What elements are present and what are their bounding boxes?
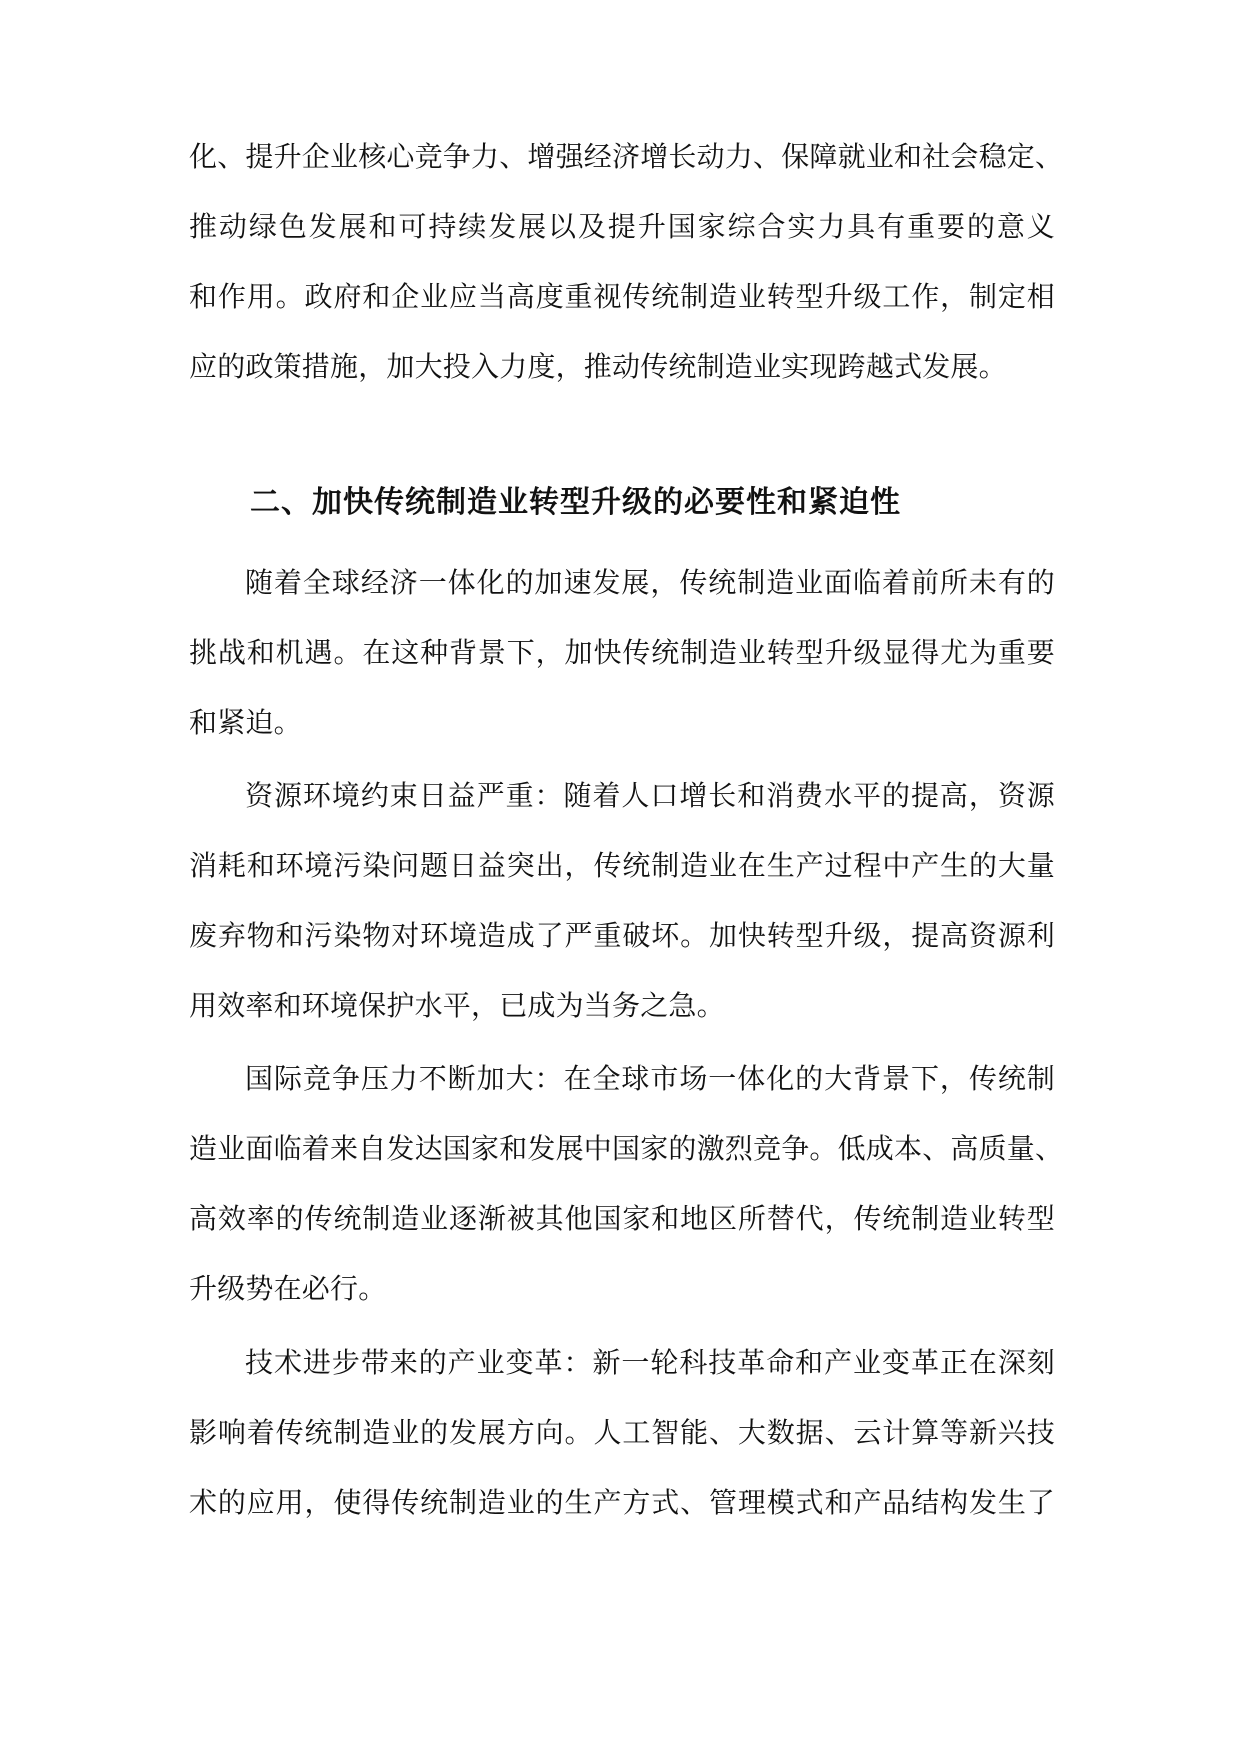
text-line: 影响着传统制造业的发展方向。人工智能、大数据、云计算等新兴技	[189, 1416, 1055, 1449]
text-line: 和紧迫。	[189, 706, 302, 739]
text-line: 随着全球经济一体化的加速发展，传统制造业面临着前所未有的	[245, 566, 1055, 599]
text-line: 化、提升企业核心竞争力、增强经济增长动力、保障就业和社会稳定、	[189, 140, 1064, 173]
text-line: 技术进步带来的产业变革：新一轮科技革命和产业变革正在深刻	[245, 1346, 1055, 1379]
section-heading: 二、加快传统制造业转型升级的必要性和紧迫性	[250, 485, 901, 520]
text-line: 术的应用，使得传统制造业的生产方式、管理模式和产品结构发生了	[189, 1486, 1055, 1519]
text-line: 国际竞争压力不断加大：在全球市场一体化的大背景下，传统制	[245, 1062, 1055, 1095]
text-line: 推动绿色发展和可持续发展以及提升国家综合实力具有重要的意义	[189, 210, 1055, 243]
text-line: 废弃物和污染物对环境造成了严重破坏。加快转型升级，提高资源利	[189, 919, 1055, 952]
text-line: 造业面临着来自发达国家和发展中国家的激烈竞争。低成本、高质量、	[189, 1132, 1064, 1165]
text-line: 资源环境约束日益严重：随着人口增长和消费水平的提高，资源	[245, 779, 1055, 812]
text-line: 升级势在必行。	[189, 1272, 387, 1305]
text-line: 高效率的传统制造业逐渐被其他国家和地区所替代，传统制造业转型	[189, 1202, 1055, 1235]
text-line: 消耗和环境污染问题日益突出，传统制造业在生产过程中产生的大量	[189, 849, 1055, 882]
text-line: 挑战和机遇。在这种背景下，加快传统制造业转型升级显得尤为重要	[189, 636, 1055, 669]
text-line: 和作用。政府和企业应当高度重视传统制造业转型升级工作，制定相	[189, 280, 1055, 313]
text-line: 应的政策措施，加大投入力度，推动传统制造业实现跨越式发展。	[189, 350, 1007, 383]
text-line: 用效率和环境保护水平，已成为当务之急。	[189, 989, 725, 1022]
